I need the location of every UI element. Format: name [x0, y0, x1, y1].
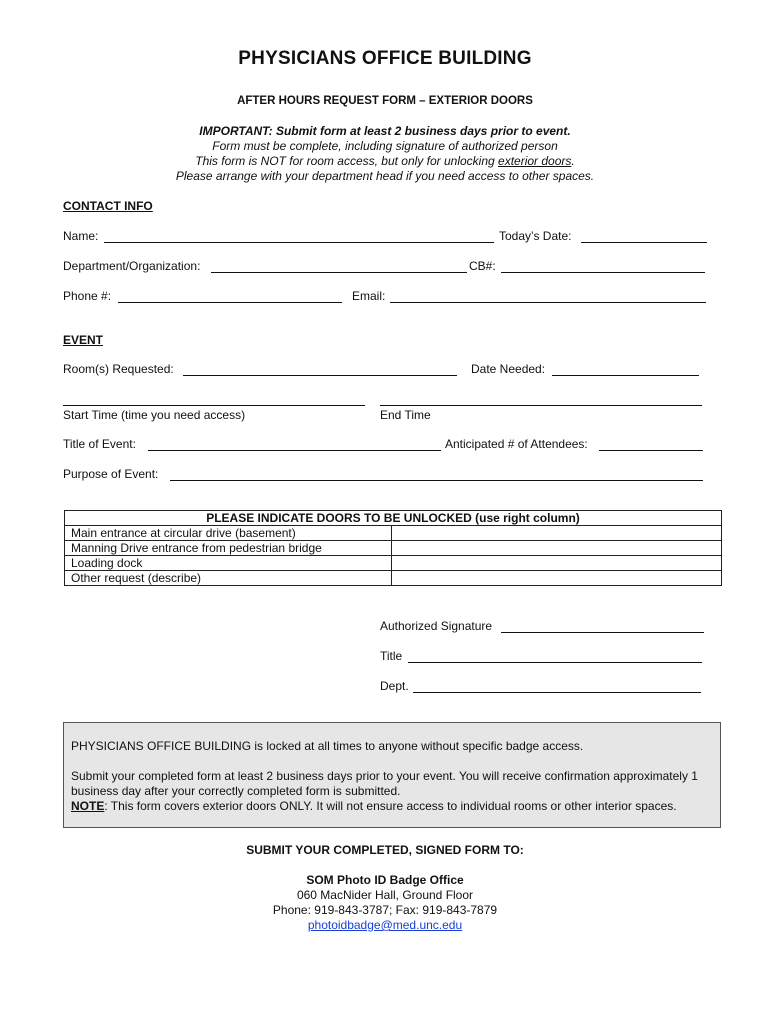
page-title: PHYSICIANS OFFICE BUILDING	[238, 48, 532, 69]
dept-label: Dept.	[380, 679, 409, 693]
signer-title-label: Title	[380, 649, 403, 663]
department-field[interactable]	[211, 272, 467, 273]
event-title-label: Title of Event:	[63, 437, 136, 451]
note-text: : This form covers exterior doors ONLY. It will not ensure access to individual rooms or other interior spaces.	[104, 799, 677, 813]
todays-date-field[interactable]	[581, 242, 707, 243]
name-label: Name:	[63, 229, 99, 243]
notice-note	[71, 799, 677, 814]
doors-table	[64, 510, 722, 586]
signer-title-field[interactable]	[408, 662, 702, 663]
start-time-label: Start Time (time you need access)	[63, 408, 246, 422]
notice-box	[63, 722, 721, 828]
name-field[interactable]	[104, 242, 494, 243]
dept-field[interactable]	[413, 692, 701, 693]
rooms-label: Room(s) Requested:	[63, 362, 174, 376]
contact-info-heading: CONTACT INFO	[63, 199, 153, 213]
date-needed-label: Date Needed:	[471, 362, 546, 376]
date-needed-field[interactable]	[552, 375, 699, 376]
door-option-manning-drive: Manning Drive entrance from pedestrian bridge	[65, 541, 392, 556]
table-row	[65, 571, 722, 586]
office-name: SOM Photo ID Badge Office	[306, 873, 464, 887]
office-address: 060 MacNider Hall, Ground Floor	[296, 888, 474, 902]
door-check-loading-dock[interactable]	[392, 556, 722, 571]
office-email-link[interactable]: photoidbadge@med.unc.edu	[307, 918, 463, 932]
department-label: Department/Organization:	[63, 259, 201, 273]
phone-label: Phone #:	[63, 289, 112, 303]
start-time-field[interactable]	[63, 405, 365, 406]
authorized-signature-field[interactable]	[501, 632, 704, 633]
note-label: NOTE	[71, 799, 105, 813]
table-row	[65, 541, 722, 556]
cb-label: CB#:	[469, 259, 496, 273]
completion-note: Form must be complete, including signature of authorized person	[212, 139, 558, 153]
doors-table-header-row	[65, 511, 722, 526]
attendees-field[interactable]	[599, 450, 703, 451]
doors-table-header: PLEASE INDICATE DOORS TO BE UNLOCKED (use right column)	[65, 511, 722, 526]
event-heading: EVENT	[63, 333, 104, 347]
arrange-note: Please arrange with your department head if you need access to other spaces.	[175, 169, 595, 183]
office-email-row	[0, 918, 770, 932]
access-note-pre: This form is NOT for room access, but only for unlocking	[195, 154, 499, 168]
table-row	[65, 526, 722, 541]
email-label: Email:	[352, 289, 386, 303]
access-note-post: .	[571, 154, 575, 168]
door-check-main-entrance[interactable]	[392, 526, 722, 541]
authorized-signature-label: Authorized Signature	[380, 619, 493, 633]
end-time-field[interactable]	[380, 405, 702, 406]
important-notice	[0, 124, 770, 139]
purpose-field[interactable]	[170, 480, 703, 481]
door-option-main-entrance: Main entrance at circular drive (basement)	[65, 526, 392, 541]
submit-heading: SUBMIT YOUR COMPLETED, SIGNED FORM TO:	[246, 843, 524, 857]
important-text: IMPORTANT: Submit form at least 2 business days prior to event.	[199, 124, 571, 138]
phone-field[interactable]	[118, 302, 342, 303]
notice-locked-text: PHYSICIANS OFFICE BUILDING is locked at all times to anyone without specific badge access.	[71, 739, 584, 753]
notice-submit-text: Submit your completed form at least 2 business days prior to your event. You will receive confirmation approximately 1 business day after your correctly completed form is submitted.	[71, 769, 698, 798]
door-check-other[interactable]	[392, 571, 722, 586]
attendees-label: Anticipated # of Attendees:	[445, 437, 588, 451]
access-note	[0, 154, 770, 169]
table-row	[65, 556, 722, 571]
form-subtitle: AFTER HOURS REQUEST FORM – EXTERIOR DOORS	[237, 95, 533, 107]
office-phone-fax: Phone: 919-843-3787; Fax: 919-843-7879	[272, 903, 498, 917]
door-check-manning-drive[interactable]	[392, 541, 722, 556]
door-option-other: Other request (describe)	[65, 571, 392, 586]
cb-field[interactable]	[501, 272, 705, 273]
end-time-label: End Time	[380, 408, 431, 422]
purpose-label: Purpose of Event:	[63, 467, 159, 481]
door-option-loading-dock: Loading dock	[65, 556, 392, 571]
todays-date-label: Today’s Date:	[499, 229, 572, 243]
exterior-doors-emphasis: exterior doors	[498, 154, 572, 168]
rooms-field[interactable]	[183, 375, 457, 376]
event-title-field[interactable]	[148, 450, 441, 451]
email-field[interactable]	[390, 302, 706, 303]
